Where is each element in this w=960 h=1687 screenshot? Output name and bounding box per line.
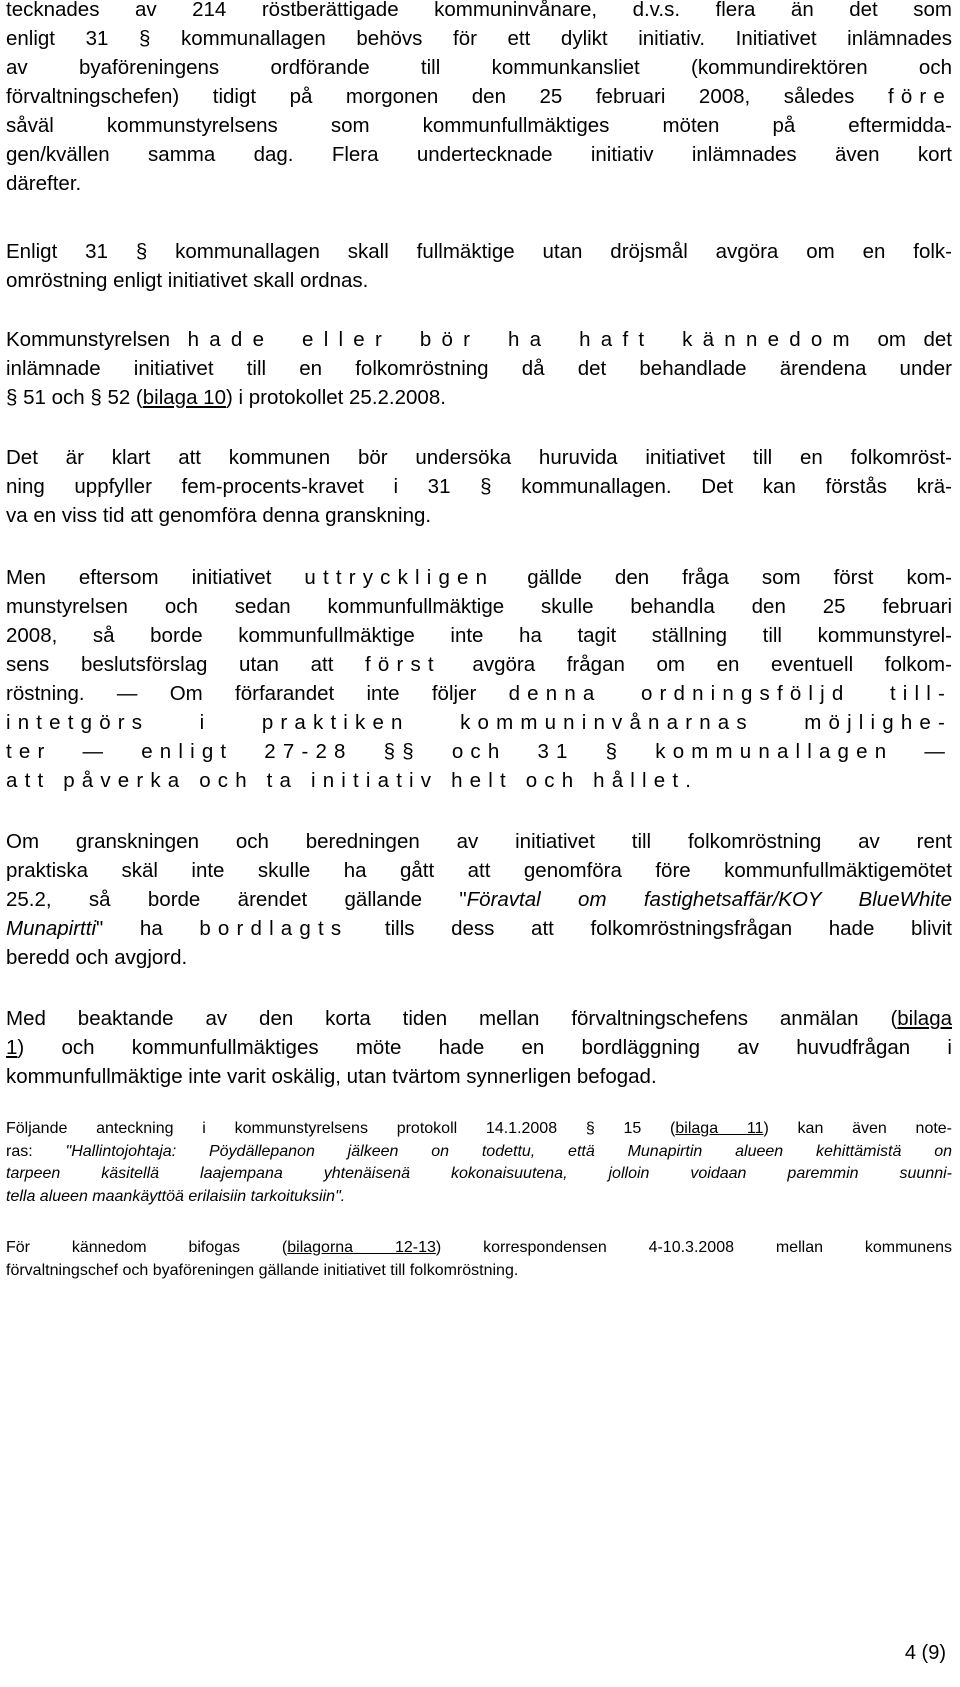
text-line: Med beaktande av den korta tiden mellan förvaltningschefens anmälan (bilaga xyxy=(6,1007,952,1030)
text-line: inlämnade initiativet till en folkomröstning då det behandlade ärendena under xyxy=(6,357,952,380)
bilaga-1-link[interactable]: bilaga xyxy=(897,1007,952,1030)
emphasis-spaced: hade eller bör ha haft kännedom xyxy=(187,328,860,351)
page-number: 4 (9) xyxy=(904,1642,946,1664)
text-line: Munapirtti" ha bordlagts tills dess att folkomröstningsfrågan hade blivit xyxy=(6,917,952,940)
text-line: omröstning enligt initiativet skall ordnas. xyxy=(6,269,369,292)
text-line: 2008, så borde kommunfullmäktige inte ha tagit ställning till kommunstyrel- xyxy=(6,624,952,647)
text-line: förvaltningschefen) tidigt på morgonen den 25 februari 2008, således före xyxy=(6,85,952,108)
text-line: va en viss tid att genomföra denna granskning. xyxy=(6,504,432,527)
paragraph-2 xyxy=(6,237,952,295)
paragraph-7 xyxy=(6,1004,952,1091)
italic-title: Munapirtti xyxy=(6,917,97,940)
text-line: Följande anteckning i kommunstyrelsens protokoll 14.1.2008 § 15 (bilaga 11) kan även note- xyxy=(6,1120,953,1137)
emphasis-spaced: före xyxy=(887,85,952,108)
italic-quote: "Hallintojohtaja: Pöydällepanon jälkeen on todettu, että Munapirtin alueen kehittämistä on xyxy=(65,1142,953,1160)
bilagorna-12-13-link[interactable]: bilagorna 12-13 xyxy=(287,1239,436,1256)
text-line: därefter. xyxy=(6,172,82,195)
text-line: ning uppfyller fem-procents-kravet i 31 § kommunallagen. Det kan förstås krä- xyxy=(6,475,952,498)
emphasis-spaced: bordlagts xyxy=(199,917,349,940)
paragraph-5 xyxy=(6,563,952,795)
text-line: kommunfullmäktige inte varit oskälig, utan tvärtom synnerligen befogad. xyxy=(6,1065,657,1088)
text-line: munstyrelsen och sedan kommunfullmäktige skulle behandla den 25 februari xyxy=(6,595,952,618)
emphasis-spaced: denna ordningsföljd till- xyxy=(508,682,953,705)
paragraph-4 xyxy=(6,443,952,530)
text-line: 1) och kommunfullmäktiges möte hade en bordläggning av huvudfrågan i xyxy=(6,1036,952,1059)
italic-title: Föravtal om fastighetsaffär/KOY BlueWhite xyxy=(466,888,952,911)
text-line: praktiska skäl inte skulle ha gått att genomföra före kommunfullmäktigemötet xyxy=(6,859,952,882)
bilaga-11-link[interactable]: bilaga 11 xyxy=(675,1120,764,1137)
bilaga-1-link[interactable]: 1 xyxy=(6,1036,18,1059)
text-line: 25.2, så borde ärendet gällande "Föravtal om fastighetsaffär/KOY BlueWhite xyxy=(6,888,952,911)
paragraph-3 xyxy=(6,325,952,412)
text-line: röstning. — Om förfarandet inte följer denna ordningsföljd till- xyxy=(6,682,953,705)
text-line: gen/kvällen samma dag. Flera undertecknade initiativ inlämnades även kort xyxy=(6,143,952,166)
text-line: förvaltningschef och byaföreningen gällande initiativet till folkomröstning. xyxy=(6,1261,519,1279)
italic-quote: tarpeen käsitellä laajempana yhtenäisenä kokonaisuutena, jolloin voidaan paremmin suunni- xyxy=(6,1165,952,1182)
italic-quote: tella alueen maankäyttöä erilaisiin tarkoituksiin". xyxy=(6,1187,346,1205)
emphasis-line: intetgörs i praktiken kommuninvånarnas möjlighe- xyxy=(6,711,952,734)
text-line: sens beslutsförslag utan att först avgöra frågan om en eventuell folkom- xyxy=(6,653,952,676)
text-line: tecknades av 214 röstberättigade kommuninvånare, d.v.s. flera än det som xyxy=(6,0,952,21)
emphasis-spaced: först xyxy=(365,653,441,676)
bilaga-10-link[interactable]: bilaga 10 xyxy=(142,386,226,409)
text-line: av byaföreningens ordförande till kommunkansliet (kommundirektören och xyxy=(6,56,952,79)
text-line: ras: "Hallintojohtaja: Pöydällepanon jälkeen on todettu, että Munapirtin alueen kehittämistä on xyxy=(6,1142,953,1160)
text-line: För kännedom bifogas (bilagorna 12-13) korrespondensen 4-10.3.2008 mellan kommunens xyxy=(6,1239,952,1256)
emphasis-spaced: uttryckligen xyxy=(304,566,495,589)
emphasis-line: att påverka och ta initiativ helt och hållet. xyxy=(6,769,699,792)
text-line: enligt 31 § kommunallagen behövs för ett dylikt initiativ. Initiativet inlämnades xyxy=(6,27,952,50)
text-line: Det är klart att kommunen bör undersöka huruvida initiativet till en folkomröst- xyxy=(6,446,952,469)
paragraph-1 xyxy=(6,0,952,198)
text-line: Men eftersom initiativet uttryckligen gällde den fråga som först kom- xyxy=(6,566,953,589)
text-line: Enligt 31 § kommunallagen skall fullmäktige utan dröjsmål avgöra om en folk- xyxy=(6,240,952,263)
emphasis-line: ter — enligt 27-28 §§ och 31 § kommunallagen — xyxy=(6,740,952,763)
paragraph-6 xyxy=(6,827,952,972)
paragraph-8 xyxy=(6,1118,952,1208)
paragraph-9 xyxy=(6,1237,952,1282)
text-line: beredd och avgjord. xyxy=(6,946,188,969)
text-line: Kommunstyrelsen hade eller bör ha haft kännedom om det xyxy=(6,328,952,351)
text-line: Om granskningen och beredningen av initiativet till folkomröstning av rent xyxy=(6,830,952,853)
text-line: såväl kommunstyrelsens som kommunfullmäktiges möten på eftermidda- xyxy=(6,114,952,137)
text-line: § 51 och § 52 (bilaga 10) i protokollet 25.2.2008. xyxy=(6,386,446,409)
